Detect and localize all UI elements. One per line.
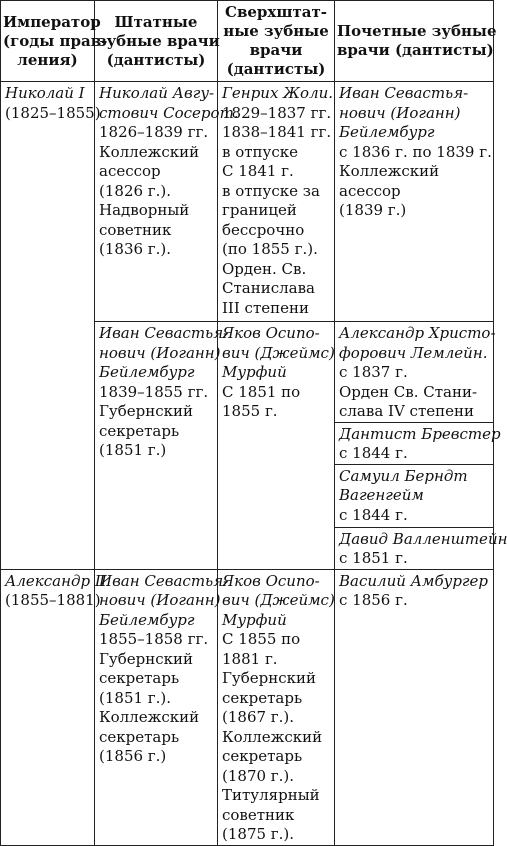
header-row bbox=[1, 1, 494, 82]
honorary-dentist-cell: Дантист Бревстер с 1844 г. bbox=[335, 422, 494, 464]
honorary-dentist-cell: Иван Севастья- нович (Иоганн) Бейлембург с 1836 г. по 1839 г. Коллежский асессор (1839 г.) bbox=[335, 82, 494, 322]
table-row bbox=[1, 569, 494, 845]
header-emperor: Император (годы прав- ления) bbox=[1, 1, 95, 82]
honorary-dentist-cell: Александр Христо- форович Лемлейн. с 1837 г. Орден Св. Стани- слава IV степени bbox=[335, 322, 494, 423]
honorary-dentist-cell: Василий Амбургер с 1856 г. bbox=[335, 569, 494, 845]
supernumerary-dentist-cell: Яков Осипо- вич (Джеймс) Мурфий С 1851 по 1855 г. bbox=[218, 322, 335, 570]
staff-dentist-cell: Иван Севастья- нович (Иоганн) Бейлембург 1839–1855 гг. Губернский секретарь (1851 г.) bbox=[95, 322, 218, 570]
table-row bbox=[1, 82, 494, 322]
staff-dentist-cell: Николай Авгу- стович Сосерот. 1826–1839 гг. Коллежский асессор (1826 г.). Надворный советник (1836 г.). bbox=[95, 82, 218, 322]
emperor-cell: Николай I (1825–1855) bbox=[1, 82, 95, 570]
honorary-dentist-cell: Давид Валленштейн с 1851 г. bbox=[335, 527, 494, 569]
header-supernumerary-dentists: Сверхштат- ные зубные врачи (дантисты) bbox=[218, 1, 335, 82]
honorary-dentist-cell: Самуил Берндт Вагенгейм с 1844 г. bbox=[335, 464, 494, 527]
emperor-cell: Александр II (1855–1881) bbox=[1, 569, 95, 845]
header-honorary-dentists: Почетные зубные врачи (дантисты) bbox=[335, 1, 494, 82]
supernumerary-dentist-cell: Яков Осипо- вич (Джеймс) Мурфий С 1855 по 1881 г. Губернский секретарь (1867 г.). Коллежский секретарь (1870 г.). Титулярный советник (1875 г.). bbox=[218, 569, 335, 845]
header-staff-dentists: Штатные зубные врачи (дантисты) bbox=[95, 1, 218, 82]
staff-dentist-cell: Иван Севастья- нович (Иоганн) Бейлембург 1855–1858 гг. Губернский секретарь (1851 г.). Коллежский секретарь (1856 г.) bbox=[95, 569, 218, 845]
supernumerary-dentist-cell: Генрих Жоли. 1829–1837 гг. 1838–1841 гг. в отпуске С 1841 г. в отпуске за границей бессрочно (по 1855 г.). Орден. Св. Станислава III степени bbox=[218, 82, 335, 322]
